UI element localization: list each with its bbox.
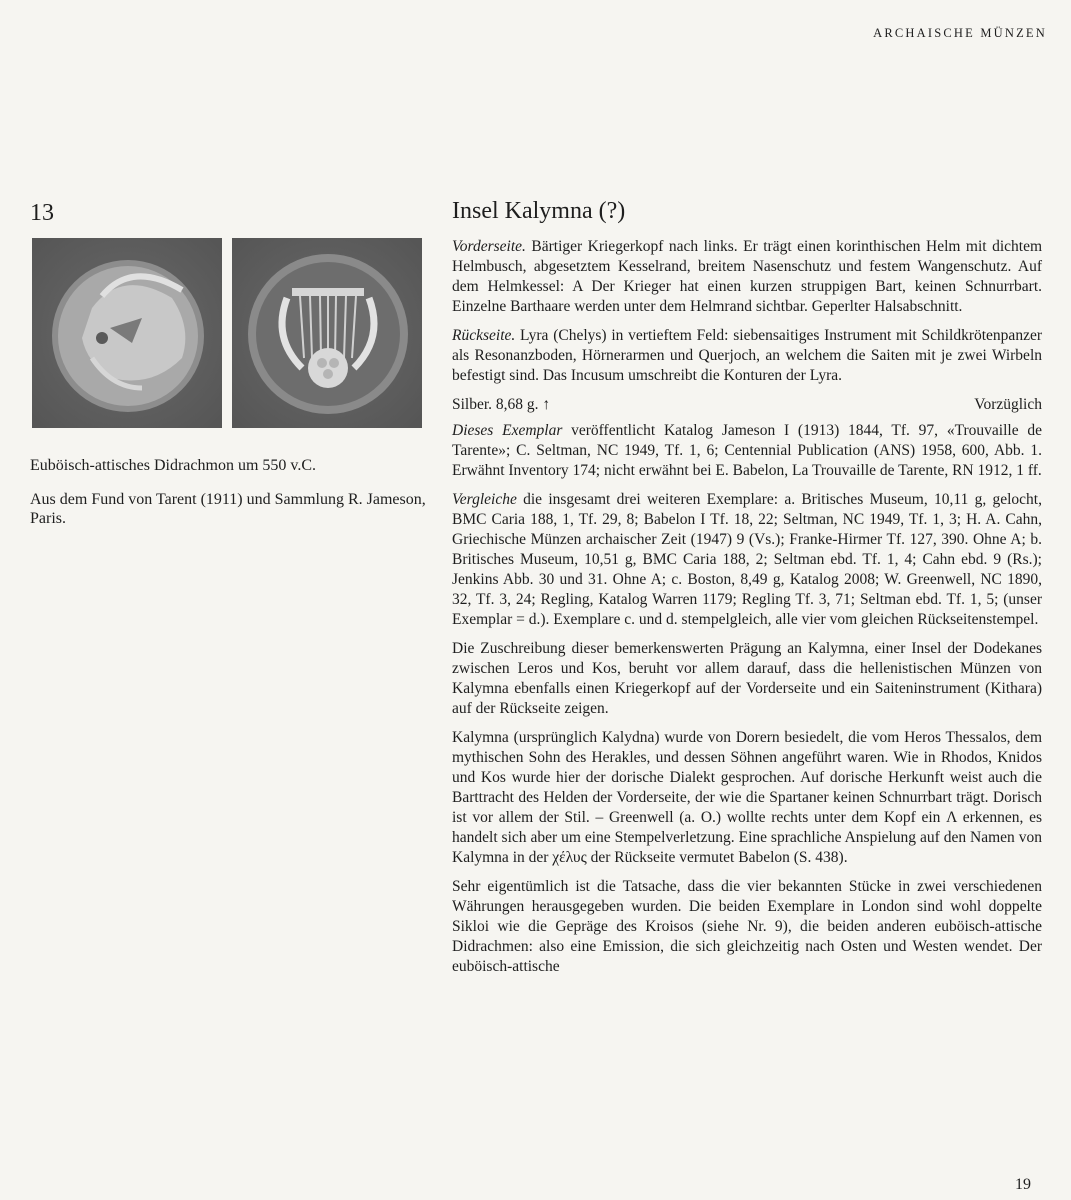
body-paragraph: Kalymna (ursprünglich Kalydna) wurde von Dorern besiedelt, die vom Heros Thessalos, dem mythischen Sohn des Herakles, und dessen Söhnen angeführt waren. Wie in Rhodos, Knidos und Kos wurde hier der dorische Dialekt gesprochen. Auf dorische Herkunft weist auch die Barttracht des Helden der Vorderseite, der wie die Spartaner keinen Schnurrbart trägt. Dorisch ist vor allem der Stil. – Greenwell (a. O.) wollte rechts unter dem Kopf ein Λ erkennen, es handelt sich aber um eine Stempelverletzung. Eine sprachliche Anspielung auf den Namen von Kalymna in der χέλυς der Rückseite vermutet Babelon (S. 438).: [452, 729, 1042, 866]
catalog-entry: [452, 198, 1042, 986]
reverse-lead: Rückseite.: [452, 327, 516, 344]
coin-provenance-caption: Aus dem Fund von Tarent (1911) und Sammlung R. Jameson, Paris.: [30, 491, 426, 527]
entry-title: Insel Kalymna (?): [452, 198, 626, 224]
obverse-description: [452, 237, 1042, 317]
page-number: 19: [1015, 1176, 1031, 1193]
body-paragraph: Die Zuschreibung dieser bemerkenswerten Prägung an Kalymna, einer Insel der Dodekanes zwischen Leros und Kos, beruht vor allem darauf, dass die hellenistischen Münzen von Kalymna ebenfalls einen Kriegerkopf auf der Vorderseite und ein Saiteninstrument (Kithara) auf der Rückseite zeigen.: [452, 640, 1042, 717]
coin-obverse-photo: [32, 238, 222, 428]
running-head: ARCHAISCHE MÜNZEN: [873, 26, 1047, 40]
publication-text: veröffentlicht Katalog Jameson I (1913) 1844, Tf. 97, «Trouvaille de Tarente»; C. Seltman, NC 1949, Tf. 1, 6; Centennial Publication (ANS) 1958, 600, Abb. 1. Erwähnt Inventory 174; nicht erwähnt bei E. Babelon, La Trouvaille de Tarente, RN 1912, 1 ff.: [452, 422, 1042, 479]
publication-references: [452, 421, 1042, 481]
coin-denomination-caption: Euböisch-attisches Didrachmon um 550 v.C.: [30, 457, 317, 474]
metal-weight-line: [452, 395, 1042, 415]
comparison-text: die insgesamt drei weiteren Exemplare: a. Britisches Museum, 10,11 g, gelocht, BMC Caria 188, 1, Tf. 29, 8; Babelon I Tf. 18, 22; Seltman, NC 1949, Tf. 1, 3; H. A. Cahn, Griechische Münzen archaischer Zeit (1947) 9 (Vs.); Franke-Hirmer Tf. 127, 390. Ohne A; b. Britisches Museum, 10,51 g, BMC Caria 188, 2; Seltman ebd. Tf. 1, 4; Cahn ebd. 9 (Rs.); Jenkins Abb. 30 und 31. Ohne A; c. Boston, 8,49 g, Katalog 2008; W. Greenwell, NC 1890, 32, Tf. 3, 24; Regling, Katalog Warren 1179; Regling Tf. 3, 71; Seltman ebd. Tf. 1, 5; (unser Exemplar = d.). Exemplare c. und d. stempelgleich, alle vier vom gleichen Rückseitenstempel.: [452, 491, 1042, 628]
reverse-text: Lyra (Chelys) in vertieftem Feld: siebensaitiges Instrument mit Schildkrötenpanzer als Resonanzboden, Hörnerarmen und Querjoch, an welchem die Saiten mit je zwei Wirbeln befestigt sind. Das Incusum umschreibt die Konturen der Lyra.: [452, 327, 1042, 384]
reverse-description: [452, 326, 1042, 386]
condition-grade: Vorzüglich: [974, 396, 1042, 413]
obverse-lead: Vorderseite.: [452, 238, 526, 255]
body-paragraph: Sehr eigentümlich ist die Tatsache, dass die vier bekannten Stücke in zwei verschiedenen Währungen herausgegeben wurden. Die beiden Exemplare in London sind wohl doppelte Sikloi wie die Gepräge des Kroisos (siehe Nr. 9), die beiden anderen euböisch-attische Didrachmen: also eine Emission, die sich gleichzeitig nach Osten und Westen wendet. Der euböisch-attische: [452, 878, 1042, 975]
comparison-references: [452, 490, 1042, 630]
metal-weight: Silber. 8,68 g. ↑: [452, 396, 551, 413]
comparison-lead: Vergleiche: [452, 491, 517, 508]
coin-reverse-photo: [232, 238, 422, 428]
plate-number: 13: [30, 200, 54, 226]
publication-lead: Dieses Exemplar: [452, 422, 563, 439]
obverse-text: Bärtiger Kriegerkopf nach links. Er trägt einen korinthischen Helm mit dichtem Helmbusch, abgesetztem Kesselrand, breitem Nasenschutz und festem Wangenschutz. Auf dem Helmkessel: A Der Krieger hat einen kurzen struppigen Bart, keinen Schnurrbart. Einzelne Barthaare werden unter dem Helmrand sichtbar. Geperlter Halsabschnitt.: [452, 238, 1042, 315]
